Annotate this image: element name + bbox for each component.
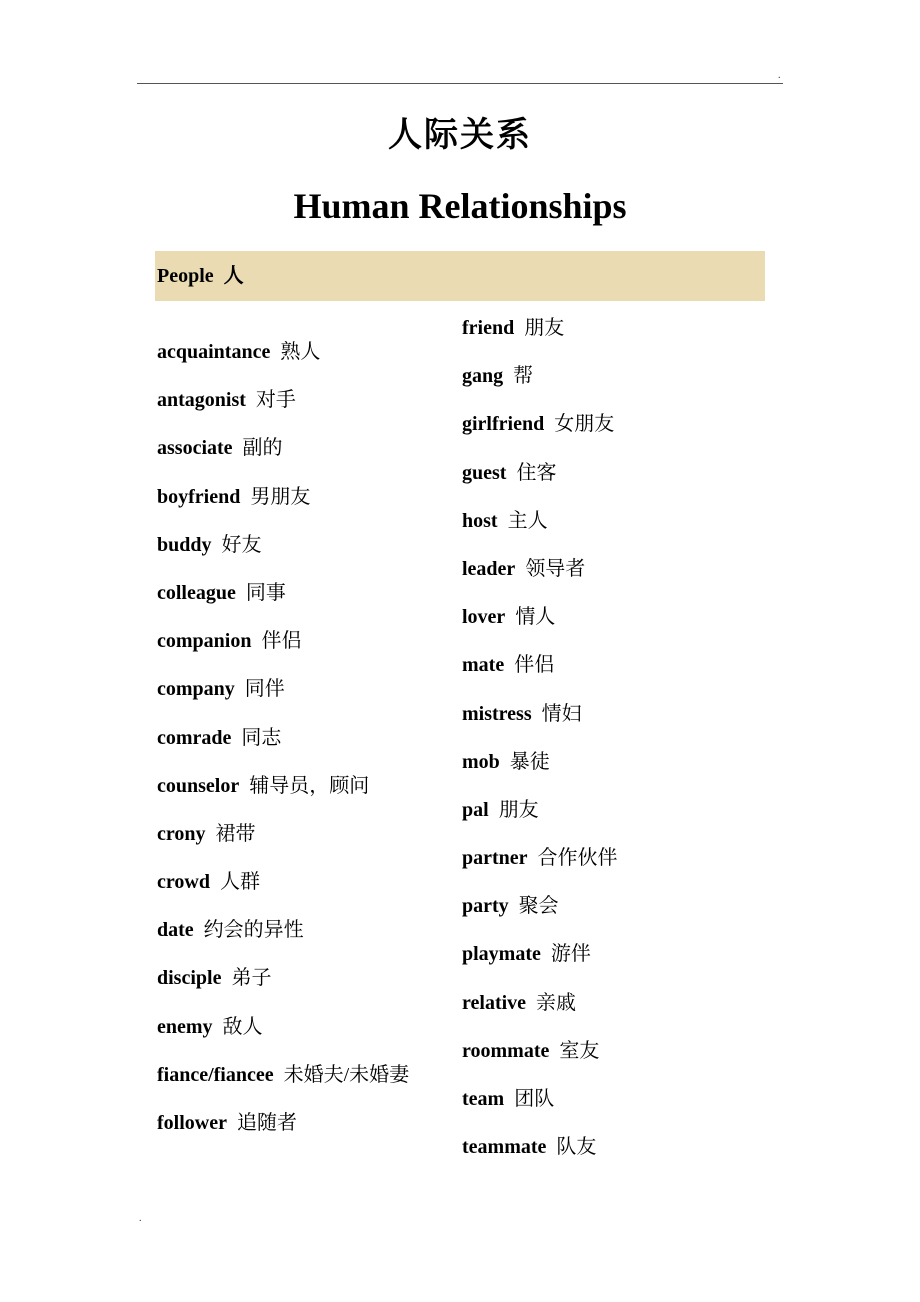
vocab-term: roommate [462, 1039, 550, 1062]
vocab-term: guest [462, 461, 507, 484]
vocab-term: crony [157, 822, 206, 845]
vocab-term: mate [462, 654, 505, 677]
vocab-term: enemy [157, 1015, 213, 1038]
vocab-list-right [462, 314, 618, 1181]
vocab-term: host [462, 509, 498, 532]
vocab-entry [157, 483, 409, 531]
vocab-meaning: 裙带 [215, 822, 256, 845]
vocab-meaning: 弟子 [231, 967, 272, 990]
vocab-entry [157, 772, 409, 820]
vocab-term: date [157, 919, 194, 942]
vocab-term: team [462, 1088, 505, 1110]
vocab-entry [462, 507, 618, 555]
vocab-entry [462, 844, 618, 892]
vocab-entry [462, 314, 618, 362]
vocab-term: boyfriend [157, 485, 241, 508]
vocab-entry [462, 796, 618, 844]
vocab-meaning: 副的 [242, 437, 283, 460]
vocab-entry [157, 964, 409, 1012]
vocab-meaning: 聚会 [518, 895, 559, 918]
section-label: People 人 [157, 265, 244, 287]
vocab-meaning: 同伴 [244, 678, 285, 701]
vocab-meaning: 好友 [221, 533, 262, 556]
vocab-entry [157, 868, 409, 916]
vocab-term: company [157, 678, 235, 701]
vocab-entry [157, 627, 409, 675]
vocab-term: crowd [157, 871, 210, 894]
vocab-meaning: 团队 [514, 1088, 555, 1110]
vocab-meaning: 队友 [556, 1136, 597, 1159]
vocab-meaning: 领导者 [525, 557, 586, 580]
vocab-entry [462, 700, 618, 748]
vocab-entry [462, 410, 618, 458]
vocab-meaning: 对手 [255, 389, 296, 412]
vocab-term: buddy [157, 533, 212, 556]
vocab-term: girlfriend [462, 413, 545, 436]
vocab-meaning: 人群 [219, 871, 260, 894]
vocab-term: mistress [462, 702, 532, 725]
vocab-term: pal [462, 798, 489, 821]
section-header-people [155, 251, 765, 301]
page-title-chinese: 人际关系 [388, 117, 532, 154]
vocab-meaning: 合作伙伴 [537, 847, 618, 870]
header-rule [137, 83, 783, 84]
vocab-entry [462, 651, 618, 699]
vocab-meaning: 游伴 [550, 943, 591, 966]
vocab-term: comrade [157, 726, 232, 749]
vocab-term: colleague [157, 581, 236, 604]
vocab-term: acquaintance [157, 341, 271, 363]
vocab-entry [157, 338, 409, 386]
vocab-term: lover [462, 606, 506, 629]
vocab-meaning: 亲戚 [536, 991, 577, 1014]
vocab-entry [157, 579, 409, 627]
vocab-term: follower [157, 1112, 227, 1134]
vocab-term: companion [157, 630, 252, 653]
vocab-meaning: 帮 [513, 365, 534, 388]
vocab-entry [462, 989, 618, 1037]
footer-dot: . [139, 1213, 142, 1224]
vocab-entry [462, 1085, 618, 1133]
vocab-meaning: 女朋友 [554, 413, 615, 436]
vocab-meaning: 熟人 [280, 341, 321, 363]
vocab-meaning: 情人 [515, 606, 556, 629]
vocab-entry [462, 892, 618, 940]
vocab-term: counselor [157, 774, 240, 797]
vocab-term: friend [462, 317, 515, 339]
vocab-meaning: 伴侣 [261, 630, 302, 653]
vocab-term: playmate [462, 943, 541, 966]
vocab-meaning: 住客 [516, 461, 557, 484]
vocab-term: fiance/fiancee [157, 1063, 274, 1086]
vocab-meaning: 辅导员，顾问 [249, 774, 370, 797]
header-dot: . [778, 70, 781, 81]
vocab-meaning: 未婚夫/未婚妻 [283, 1063, 410, 1086]
vocab-term: disciple [157, 967, 222, 990]
vocab-entry [157, 386, 409, 434]
vocab-term: mob [462, 750, 500, 773]
vocab-term: antagonist [157, 389, 246, 412]
vocab-entry [157, 1061, 409, 1109]
vocab-entry [462, 603, 618, 651]
vocab-meaning: 同事 [245, 581, 286, 604]
vocab-meaning: 同志 [241, 726, 282, 749]
vocab-entry [157, 675, 409, 723]
vocab-term: partner [462, 847, 528, 870]
vocab-term: gang [462, 365, 504, 388]
vocab-entry [157, 434, 409, 482]
vocab-term: teammate [462, 1136, 547, 1159]
vocab-meaning: 朋友 [524, 317, 565, 339]
vocab-entry [157, 820, 409, 868]
vocab-term: associate [157, 437, 233, 460]
vocab-meaning: 暴徒 [509, 750, 550, 773]
vocab-list-left [157, 338, 409, 1157]
vocab-entry [157, 1109, 409, 1157]
vocab-term: relative [462, 991, 527, 1014]
vocab-entry [157, 724, 409, 772]
vocab-entry [462, 362, 618, 410]
vocab-meaning: 主人 [507, 509, 548, 532]
vocab-meaning: 伴侣 [514, 654, 555, 677]
vocab-entry [462, 1133, 618, 1181]
vocab-meaning: 追随者 [236, 1112, 297, 1134]
vocab-entry [157, 531, 409, 579]
vocab-meaning: 男朋友 [250, 485, 311, 508]
vocab-meaning: 情妇 [541, 702, 582, 725]
vocab-entry [462, 748, 618, 796]
vocab-term: leader [462, 557, 516, 580]
vocab-entry [462, 940, 618, 988]
page-title-english: Human Relationships [293, 186, 627, 226]
vocab-entry [157, 1013, 409, 1061]
vocab-meaning: 室友 [559, 1039, 600, 1062]
vocab-meaning: 敌人 [222, 1015, 263, 1038]
vocab-entry [157, 916, 409, 964]
vocab-entry [462, 459, 618, 507]
vocab-meaning: 约会的异性 [203, 919, 304, 942]
vocab-meaning: 朋友 [498, 798, 539, 821]
vocab-entry [462, 555, 618, 603]
vocab-term: party [462, 895, 509, 918]
vocab-entry [462, 1037, 618, 1085]
